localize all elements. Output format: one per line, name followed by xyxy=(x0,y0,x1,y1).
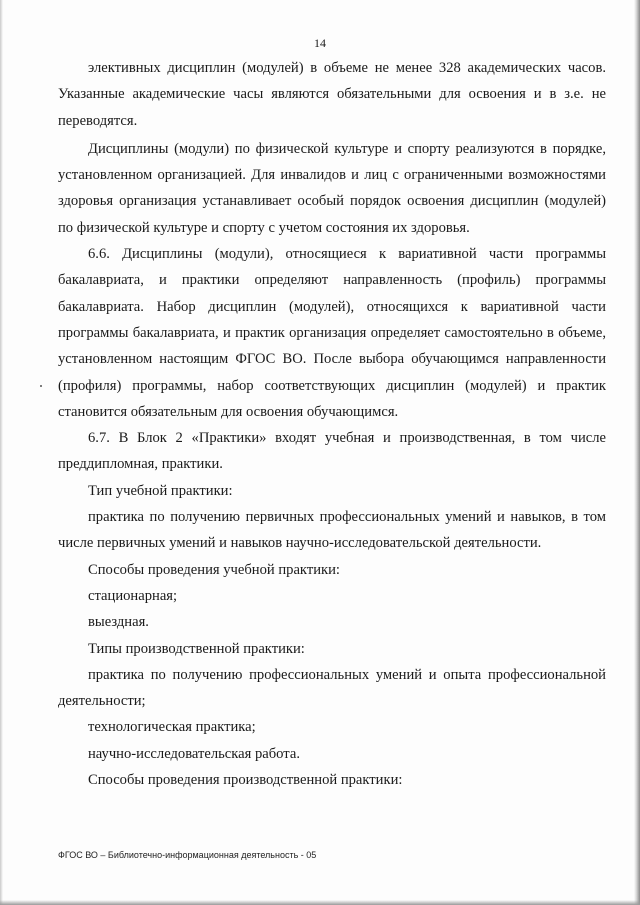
paragraph: Тип учебной практики: xyxy=(88,482,233,499)
page-body xyxy=(58,55,606,793)
paragraph: научно-исследовательская работа. xyxy=(88,745,300,762)
scan-edge-right xyxy=(634,0,640,905)
paragraph: технологическая практика; xyxy=(88,719,256,736)
paragraph: Дисциплины (модули) по физической культуре и спорту реализуются в порядке, установленном организацией. Для инвалидов и лиц с ограниченными возможностями здоровья организация устанавливает особый порядок освоения дисциплин (модулей) по физической культуре и спорту с учетом состояния их здоровья. xyxy=(58,140,606,236)
page-footer: ФГОС ВО – Библиотечно-информационная деятельность - 05 xyxy=(58,850,317,860)
scan-edge-left xyxy=(0,0,3,905)
paragraph: выездная. xyxy=(88,614,149,631)
paragraph: практика по получению первичных профессиональных умений и навыков, в том числе первичных умений и навыков научно-исследовательской деятельности. xyxy=(58,509,606,552)
paragraph: стационарная; xyxy=(88,587,178,604)
paragraph: элективных дисциплин (модулей) в объеме не менее 328 академических часов. Указанные академические часы являются обязательными для освоения и в з.е. не переводятся. xyxy=(58,60,606,129)
paragraph: 6.6. Дисциплины (модули), относящиеся к вариативной части программы бакалавриата, и практики определяют направленность (профиль) программы бакалавриата. Набор дисциплин (модулей), относящихся к вариативной части программы бакалавриата, и практик организация определяет самостоятельно в объеме, установленном настоящим ФГОС ВО. После выбора обучающимся направленности (профиля) программы, набор соответствующих дисциплин (модулей) и практик становится обязательным для освоения обучающимся. xyxy=(58,246,606,420)
scan-speck xyxy=(40,385,42,387)
paragraph: Способы проведения производственной практики: xyxy=(88,772,403,789)
page-number: 14 xyxy=(314,36,326,50)
paragraph: Способы проведения учебной практики: xyxy=(88,561,340,578)
scan-edge-bottom xyxy=(0,900,640,905)
paragraph: 6.7. В Блок 2 «Практики» входят учебная и производственная, в том числе преддипломная, практики. xyxy=(58,430,606,473)
paragraph: Типы производственной практики: xyxy=(88,640,305,657)
paragraph: практика по получению профессиональных умений и опыта профессиональной деятельности; xyxy=(58,666,606,710)
